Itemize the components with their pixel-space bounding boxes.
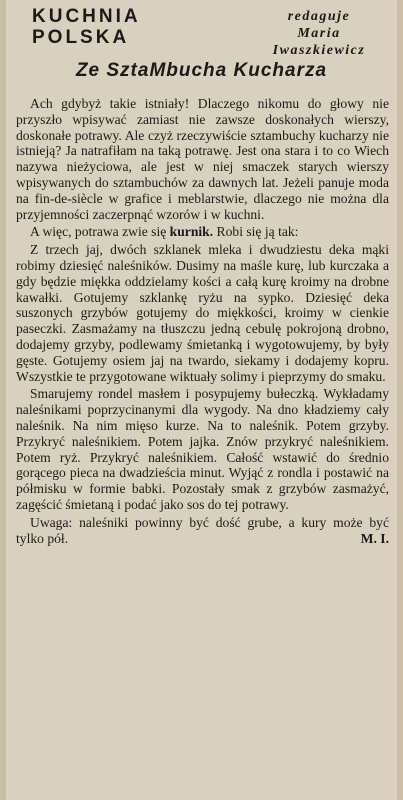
article-body: [16, 96, 389, 546]
editor-line1: redaguje: [287, 9, 351, 24]
column-title: [32, 6, 141, 48]
author-signature: M. I.: [360, 530, 389, 546]
paragraph-dish-name: [16, 224, 389, 240]
paragraph-note: [16, 515, 389, 547]
editor-credit: [244, 8, 394, 59]
paper-left-edge: [0, 0, 6, 800]
article-title: Ze SztaMbucha Kucharza: [75, 60, 328, 81]
editor-line3: Iwaszkiewicz: [272, 43, 366, 58]
dish-name: kurnik.: [169, 224, 214, 240]
dish-intro-text: A więc, potrawa zwie się: [30, 224, 167, 240]
paragraph-intro: Ach gdybyż takie istniały! Dlaczego nikomu do głowy nie przyszło wpisywać zamiast nie zawsze doskonałych wierszy, doskonałe potrawy. Ale czyż rzeczywiście sztambuchy kucharzy nie istnieją? Ja natrafiłam na taką potrawę. Jest ona stara i to co Wiech nazywa nieżyciowa, ale jest w niej smaczek starych wierszy wpisywanych do sztambuchów za dawnych lat. Jeżeli panuje moda na fin-de-siècle w grafice i meblarstwie, dlaczego nie można dla przyjemności zaczerpnąć wzorów i w kuchni.: [16, 96, 389, 222]
paper-right-edge: [397, 0, 403, 800]
paragraph-ingredients: Z trzech jaj, dwóch szklanek mleka i dwudziestu deka mąki robimy dziesięć naleśników. Dusimy na maśle kurę, lub kurczaka a gdy będzie miękka oddzielamy kości a całą kurę kroimy na drobne kawałki. Gotujemy szklankę ryżu na sypko. Dziesięć deka suszonych grzybów gotujemy do miękkości, kroimy w cienkie paseczki. Zasmażamy na tłuszczu jedną cebulę pokrojoną drobno, dodajemy grzyby, podlewamy śmietanką i wygotowujemy, by były gęste. Gotujemy osiem jaj na twardo, siekamy i dodajemy kopru. Wszystkie te przygotowane wiktuały solimy i pieprzymy do smaku.: [16, 242, 389, 384]
note-text: Uwaga: naleśniki powinny być dość grube, a kury może być tylko pół.: [16, 514, 389, 546]
column-header: [12, 6, 393, 68]
column-title-line1: KUCHNIA: [32, 6, 141, 27]
editor-line2: Maria: [297, 26, 341, 41]
paragraph-assembly: Smarujemy rondel masłem i posypujemy bułeczką. Wykładamy naleśnikami poprzycinanymi dla wygody. Na dno kładziemy cały naleśnik. Na nim mięso kurze. Na to naleśnik. Potem grzyby. Przykryć naleśnikiem. Potem jajka. Znów przykryć naleśnikiem. Potem ryż. Przykryć naleśnikiem. Całość wstawić do średnio gorącego pieca na dwadzieścia minut. Wyjąć z rondla i postawić na półmisku w formie babki. Pozostały smak z grzybów zasmażyć, zagęścić śmietaną i podać jako sos do tej potrawy.: [16, 386, 389, 512]
dish-method-text: Robi się ją tak:: [216, 224, 299, 240]
column-title-line2: POLSKA: [32, 27, 130, 48]
